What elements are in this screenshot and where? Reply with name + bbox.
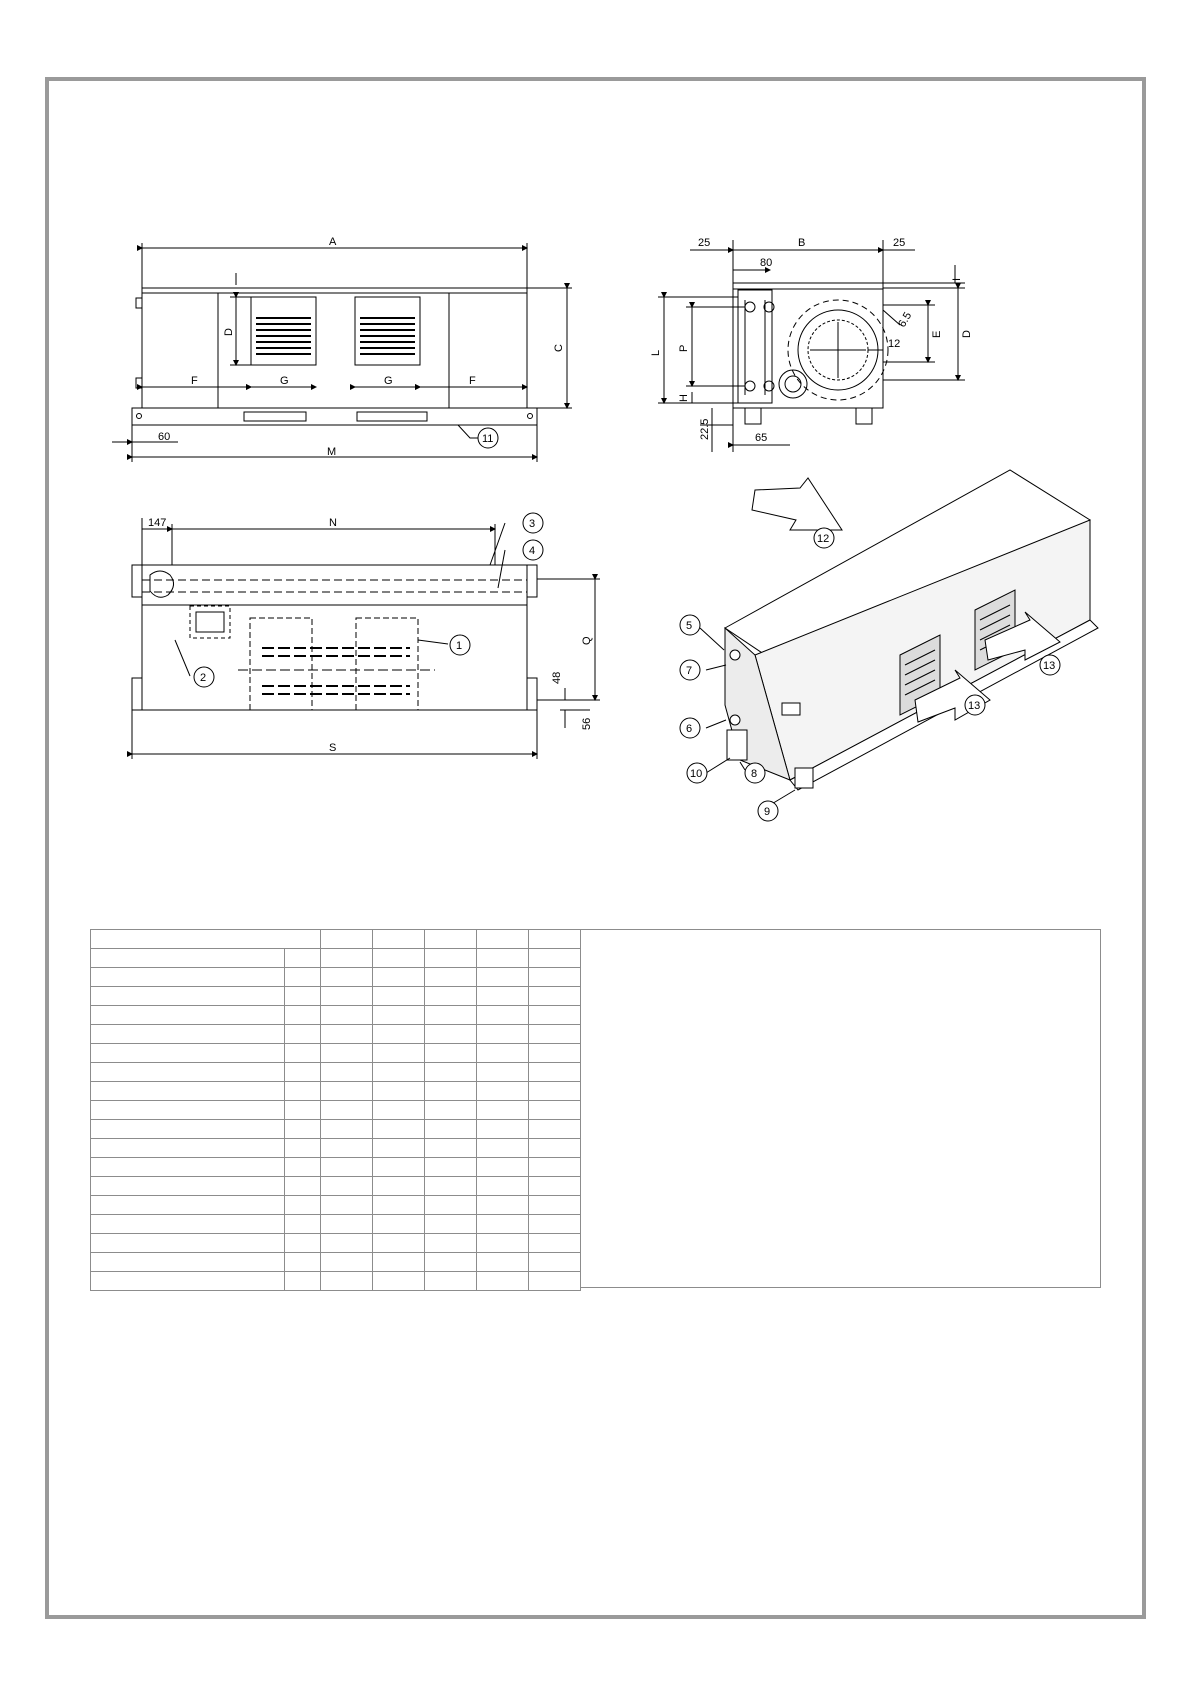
table-cell (425, 1215, 477, 1234)
table-cell (321, 1006, 373, 1025)
table-cell (91, 1139, 285, 1158)
callout-9: 9 (764, 806, 771, 818)
dim-22-5: 22.5 (699, 418, 711, 440)
table-cell (477, 1025, 529, 1044)
table-row (91, 1234, 581, 1253)
table-cell (373, 1139, 425, 1158)
table-cell (91, 987, 285, 1006)
table-row (91, 987, 581, 1006)
dim-65: 65 (755, 432, 768, 444)
table-cell (91, 1006, 285, 1025)
table-cell (373, 949, 425, 968)
table-cell (285, 1063, 321, 1082)
table-cell (425, 1006, 477, 1025)
callout-3: 3 (529, 518, 536, 530)
table-cell (91, 968, 285, 987)
dim-P: P (678, 344, 690, 352)
table-cell (477, 1139, 529, 1158)
table-row (91, 1215, 581, 1234)
table-cell (425, 968, 477, 987)
table-cell (321, 1158, 373, 1177)
table-cell (373, 1158, 425, 1177)
table-cell (91, 1196, 285, 1215)
front-view (112, 243, 572, 462)
table-cell (373, 1044, 425, 1063)
callout-4: 4 (529, 545, 536, 557)
table-cell (91, 1215, 285, 1234)
table-cell (477, 949, 529, 968)
dim-60: 60 (158, 431, 171, 443)
callout-5: 5 (686, 620, 693, 632)
table-cell (373, 1006, 425, 1025)
table-cell (529, 1139, 581, 1158)
table-cell (285, 987, 321, 1006)
table-cell (285, 1101, 321, 1120)
table-row (91, 1139, 581, 1158)
table-cell (477, 1272, 529, 1291)
dim-D: D (223, 328, 235, 336)
dim-12: 12 (888, 338, 901, 350)
dim-F-right: F (469, 375, 476, 387)
table-cell (425, 1120, 477, 1139)
table-cell (425, 1139, 477, 1158)
table-cell (477, 1063, 529, 1082)
table-row (91, 1158, 581, 1177)
table-cell (321, 949, 373, 968)
table-row (91, 1006, 581, 1025)
table-cell (477, 930, 529, 949)
table-cell (285, 968, 321, 987)
table-row (91, 1177, 581, 1196)
table-cell (529, 968, 581, 987)
table-row (91, 1272, 581, 1291)
table-cell (321, 968, 373, 987)
dim-56: 56 (581, 717, 593, 730)
callout-8: 8 (751, 768, 758, 780)
table-cell (321, 1101, 373, 1120)
table-cell (477, 968, 529, 987)
table-cell (477, 1177, 529, 1196)
table-cell (425, 1082, 477, 1101)
table-cell (285, 949, 321, 968)
dim-L: L (650, 349, 662, 356)
table-cell (425, 1177, 477, 1196)
table-cell (321, 1272, 373, 1291)
table-cell (477, 1196, 529, 1215)
table-cell (529, 1025, 581, 1044)
table-cell (321, 987, 373, 1006)
table-cell (529, 1234, 581, 1253)
table-row (91, 1025, 581, 1044)
table-cell (529, 1044, 581, 1063)
callout-10: 10 (690, 768, 703, 780)
table-cell (477, 1044, 529, 1063)
table-cell (373, 1253, 425, 1272)
table-cell (285, 1177, 321, 1196)
table-cell (321, 1215, 373, 1234)
callout-13-b: 13 (1043, 660, 1056, 672)
table-cell (373, 1196, 425, 1215)
table-cell (91, 1044, 285, 1063)
table-cell (425, 930, 477, 949)
table-cell (425, 1234, 477, 1253)
table-cell (529, 1177, 581, 1196)
callout-7: 7 (686, 665, 693, 677)
table-cell (425, 1044, 477, 1063)
dim-B: B (798, 237, 806, 249)
table-cell (373, 1234, 425, 1253)
table-cell (529, 1120, 581, 1139)
dim-48: 48 (551, 671, 563, 684)
dim-S: S (329, 742, 337, 754)
table-cell (91, 1177, 285, 1196)
table-cell (91, 1253, 285, 1272)
table-cell (285, 1006, 321, 1025)
table-cell (91, 1234, 285, 1253)
table-cell (425, 949, 477, 968)
table-cell (425, 1158, 477, 1177)
dim-A: A (329, 236, 337, 248)
table-cell (529, 1158, 581, 1177)
dim-N: N (329, 517, 337, 529)
table-row (91, 1044, 581, 1063)
table-cell (373, 1215, 425, 1234)
table-cell (373, 1082, 425, 1101)
table-cell (321, 1139, 373, 1158)
table-cell (529, 1082, 581, 1101)
table-cell (529, 1215, 581, 1234)
table-cell (285, 1158, 321, 1177)
table-cell (373, 987, 425, 1006)
table-cell (477, 987, 529, 1006)
table-cell (285, 1025, 321, 1044)
table-cell (529, 1253, 581, 1272)
table-cell (425, 1063, 477, 1082)
table-cell (373, 1120, 425, 1139)
table-cell (529, 949, 581, 968)
table-cell (321, 1253, 373, 1272)
table-cell (373, 1063, 425, 1082)
table-cell (321, 1120, 373, 1139)
dim-H: H (678, 394, 690, 402)
callout-12: 12 (817, 533, 830, 545)
table-cell (91, 1272, 285, 1291)
table-cell (91, 930, 321, 949)
table-cell (373, 968, 425, 987)
table-row (91, 968, 581, 987)
callout-2: 2 (200, 672, 207, 684)
dim-F-left: F (191, 375, 198, 387)
dim-M: M (327, 446, 337, 458)
table-cell (285, 1215, 321, 1234)
dim-80: 80 (760, 257, 773, 269)
table-row (91, 930, 581, 949)
table-cell (321, 1082, 373, 1101)
table-cell (477, 1082, 529, 1101)
dim-25-right: 25 (893, 237, 906, 249)
iso-view (700, 470, 1098, 805)
table-cell (529, 930, 581, 949)
table-cell (529, 987, 581, 1006)
table-cell (373, 1101, 425, 1120)
table-cell (425, 987, 477, 1006)
table-cell (321, 1044, 373, 1063)
table-cell (285, 1044, 321, 1063)
table-cell (425, 1272, 477, 1291)
table-cell (529, 1063, 581, 1082)
table-cell (321, 1196, 373, 1215)
table-cell (373, 1177, 425, 1196)
table-cell (285, 1082, 321, 1101)
table-row (91, 1253, 581, 1272)
table-cell (91, 1158, 285, 1177)
table-cell (477, 1234, 529, 1253)
table-cell (425, 1253, 477, 1272)
table-cell (321, 1234, 373, 1253)
dim-C: C (553, 344, 565, 352)
table-cell (373, 930, 425, 949)
table-cell (321, 930, 373, 949)
spec-table (90, 929, 581, 1291)
dim-G-right: G (384, 375, 393, 387)
table-cell (91, 1120, 285, 1139)
table-cell (425, 1101, 477, 1120)
table-cell (425, 1196, 477, 1215)
table-row (91, 949, 581, 968)
table-cell (285, 1253, 321, 1272)
table-cell (321, 1177, 373, 1196)
table-cell (321, 1025, 373, 1044)
callout-11 (478, 428, 498, 448)
table-cell (477, 1215, 529, 1234)
callout-1: 1 (456, 640, 463, 652)
table-cell (285, 1120, 321, 1139)
table-cell (425, 1025, 477, 1044)
dim-D-side: D (961, 330, 973, 338)
table-cell (91, 949, 285, 968)
table-cell (529, 1196, 581, 1215)
table-cell (91, 1101, 285, 1120)
table-cell (529, 1006, 581, 1025)
table-row (91, 1120, 581, 1139)
table-row (91, 1101, 581, 1120)
dim-25-left: 25 (698, 237, 711, 249)
table-cell (91, 1082, 285, 1101)
table-cell (477, 1101, 529, 1120)
table-cell (285, 1139, 321, 1158)
table-row (91, 1196, 581, 1215)
spec-table-body (91, 930, 581, 1291)
dim-E: E (931, 330, 943, 338)
table-cell (285, 1234, 321, 1253)
notes-box (580, 929, 1101, 1288)
table-row (91, 1063, 581, 1082)
callout-6: 6 (686, 723, 693, 735)
dim-I: I (951, 277, 963, 281)
svg-text:11: 11 (482, 433, 494, 445)
table-cell (477, 1253, 529, 1272)
callout-13-a: 13 (968, 700, 981, 712)
dim-G-left: G (280, 375, 289, 387)
table-cell (477, 1006, 529, 1025)
table-cell (373, 1272, 425, 1291)
table-cell (91, 1025, 285, 1044)
table-cell (529, 1101, 581, 1120)
table-cell (373, 1025, 425, 1044)
dim-Q: Q (581, 636, 593, 645)
table-cell (477, 1158, 529, 1177)
table-cell (477, 1120, 529, 1139)
dim-147: 147 (148, 517, 167, 529)
dim-6-5: 6.5 (896, 310, 915, 330)
table-cell (91, 1063, 285, 1082)
table-cell (321, 1063, 373, 1082)
table-cell (285, 1272, 321, 1291)
table-cell (529, 1272, 581, 1291)
table-cell (285, 1196, 321, 1215)
table-row (91, 1082, 581, 1101)
